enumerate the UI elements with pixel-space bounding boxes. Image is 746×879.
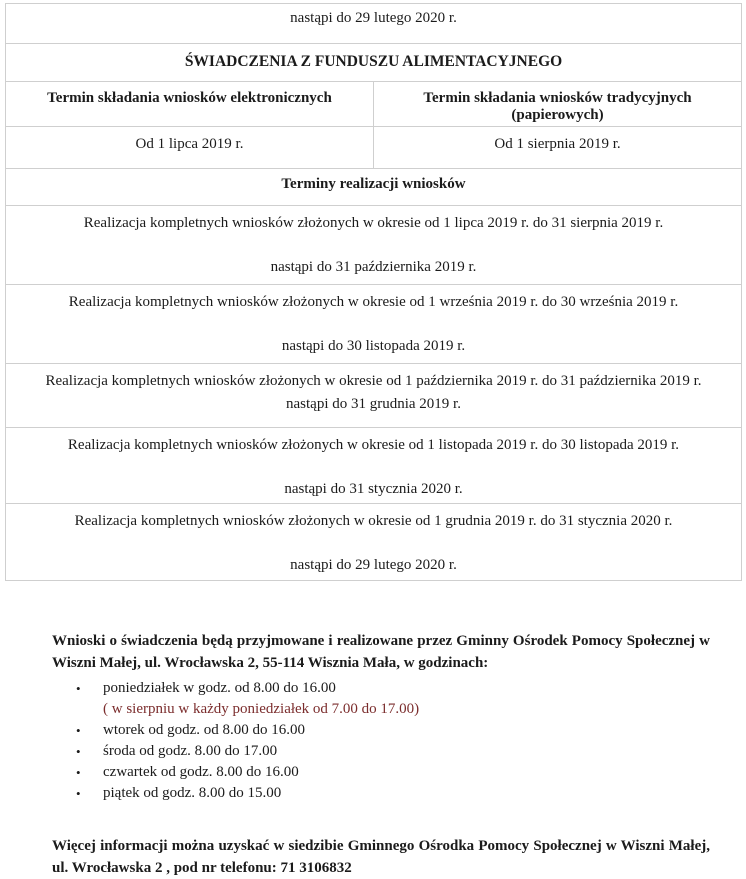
table-row xyxy=(6,504,742,581)
list-item xyxy=(52,720,710,741)
list-item xyxy=(52,783,710,804)
realization-row xyxy=(6,285,742,364)
table-row xyxy=(6,44,742,82)
realization-row xyxy=(6,428,742,504)
bullet-icon: • xyxy=(76,723,81,738)
list-item xyxy=(52,678,710,699)
realization-deadline: nastąpi do 30 listopada 2019 r. xyxy=(281,338,466,354)
bullet-icon: • xyxy=(76,765,81,780)
table-row xyxy=(6,206,742,285)
column-header-paper: Termin składania wniosków tradycyjnych (papierowych) xyxy=(374,82,742,127)
section-title: ŚWIADCZENIA Z FUNDUSZU ALIMENTACYJNEGO xyxy=(6,44,742,82)
bullet-icon: • xyxy=(76,681,81,696)
realization-row xyxy=(6,364,742,428)
realization-period: Realizacja kompletnych wniosków złożonych w okresie od 1 listopada 2019 r. do 30 listopada 2019 r. xyxy=(67,437,680,453)
table-row xyxy=(6,4,742,44)
hours-tuesday: wtorek od godz. od 8.00 do 16.00 xyxy=(103,722,306,738)
realization-period: Realizacja kompletnych wniosków złożonych w okresie od 1 lipca 2019 r. do 31 sierpnia 2019 r. xyxy=(83,215,664,231)
realization-row xyxy=(6,504,742,581)
realization-period: Realizacja kompletnych wniosków złożonych w okresie od 1 grudnia 2019 r. do 31 stycznia 2020 r. xyxy=(74,513,673,529)
list-item xyxy=(52,762,710,783)
hours-thursday: czwartek od godz. 8.00 do 16.00 xyxy=(103,764,299,780)
bullet-icon: • xyxy=(76,786,81,801)
opening-hours-list xyxy=(52,678,710,804)
hours-friday: piątek od godz. 8.00 do 15.00 xyxy=(103,785,282,801)
table-row xyxy=(6,127,742,169)
table-row xyxy=(6,82,742,127)
column-header-electronic: Termin składania wniosków elektronicznych xyxy=(6,82,374,127)
realization-deadline: nastąpi do 31 października 2019 r. xyxy=(270,259,477,275)
submission-date-electronic: Od 1 lipca 2019 r. xyxy=(6,127,374,169)
submission-date-paper: Od 1 sierpnia 2019 r. xyxy=(374,127,742,169)
hours-monday-august-note: ( w sierpniu w każdy poniedziałek od 7.00 do 17.00) xyxy=(103,701,420,717)
table-row xyxy=(6,364,742,428)
realization-deadline: nastąpi do 29 lutego 2020 r. xyxy=(290,557,457,573)
table-row xyxy=(6,428,742,504)
hours-wednesday: środa od godz. 8.00 do 17.00 xyxy=(103,743,278,759)
benefits-schedule-table xyxy=(5,3,742,581)
table-row xyxy=(6,169,742,206)
realization-deadline: nastąpi do 31 stycznia 2020 r. xyxy=(284,481,463,497)
table-row xyxy=(6,285,742,364)
bullet-icon: • xyxy=(76,744,81,759)
carryover-date-cell: nastąpi do 29 lutego 2020 r. xyxy=(6,4,742,44)
realization-period: Realizacja kompletnych wniosków złożonych w okresie od 1 września 2019 r. do 30 września 2019 r. xyxy=(68,294,679,310)
realization-deadline: nastąpi do 31 grudnia 2019 r. xyxy=(286,396,461,412)
realization-header: Terminy realizacji wniosków xyxy=(6,169,742,206)
hours-monday: poniedziałek w godz. od 8.00 do 16.00 xyxy=(103,680,336,696)
office-info-section xyxy=(52,630,710,879)
more-info-paragraph: Więcej informacji można uzyskać w siedzibie Gminnego Ośrodka Pomocy Społecznej w Wiszni Małej, ul. Wrocławska 2 , pod nr telefonu: 71 3106832 xyxy=(52,838,710,876)
realization-row xyxy=(6,206,742,285)
realization-period: Realizacja kompletnych wniosków złożonych w okresie od 1 października 2019 r. do 31 października 2019 r. xyxy=(45,373,702,389)
list-item xyxy=(52,741,710,762)
office-intro-paragraph: Wnioski o świadczenia będą przyjmowane i realizowane przez Gminny Ośrodek Pomocy Społecznej w Wiszni Małej, ul. Wrocławska 2, 55-114 Wisznia Mała, w godzinach: xyxy=(52,633,710,671)
